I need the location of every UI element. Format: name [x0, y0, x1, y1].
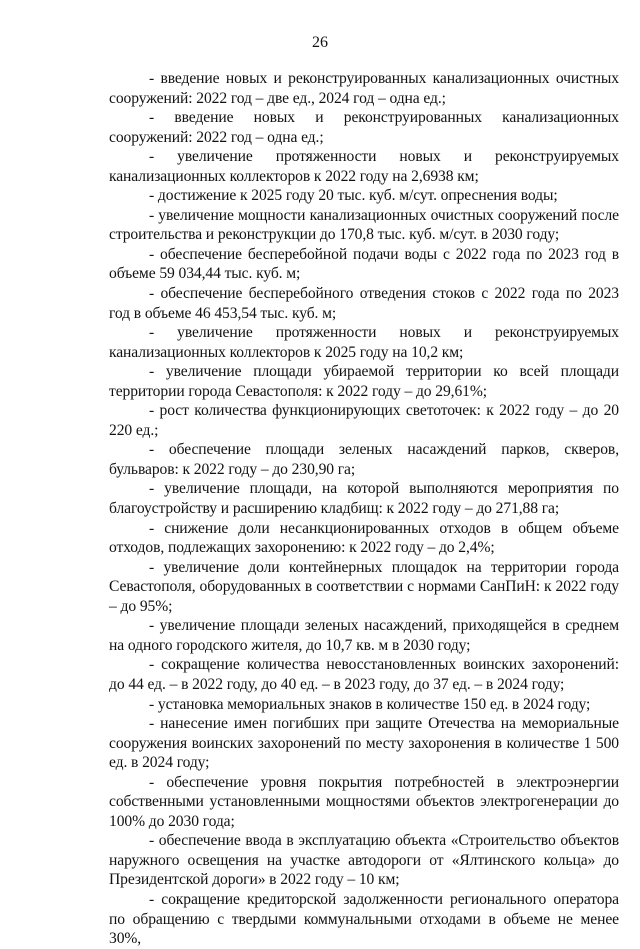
list-item: - обеспечение бесперебойного отведения стоков с 2022 года по 2023 год в объеме 46 453,54 тыс. куб. м; — [109, 285, 619, 322]
page-number: 26 — [312, 34, 328, 51]
list-item: - введение новых и реконструированных канализационных очистных сооружений: 2022 год – две ед., 2024 год – одна ед.; — [109, 70, 619, 107]
list-item: - увеличение площади, на которой выполняются мероприятия по благоустройству и расширению кладбищ: к 2022 году – до 271,88 га; — [109, 480, 619, 518]
list-item: - достижение к 2025 году 20 тыс. куб. м/сут. опреснения воды; — [149, 187, 558, 205]
list-item: - нанесение имен погибших при защите Отечества на мемориальные сооружения воинских захоронений по месту захоронения в количестве 1 500 ед. в 2024 году; — [109, 715, 619, 772]
list-item: - введение новых и реконструированных канализационных сооружений: 2022 год – одна ед.; — [109, 109, 619, 146]
list-item: - обеспечение бесперебойной подачи воды с 2022 года по 2023 год в объеме 59 034,44 тыс. куб. м; — [109, 245, 619, 283]
document-body — [109, 69, 619, 949]
list-item: - сокращение количества невосстановленных воинских захоронений: до 44 ед. – в 2022 году, до 40 ед. – в 2023 году, до 37 ед. – в 2024 году; — [109, 656, 619, 693]
list-item: - увеличение площади убираемой территории ко всей площади территории города Севастополя: к 2022 году – до 29,61%; — [109, 363, 619, 400]
list-item: - снижение доли несанкционированных отходов в общем объеме отходов, подлежащих захоронению: к 2022 году – до 2,4%; — [109, 519, 619, 557]
list-item: - увеличение доли контейнерных площадок на территории города Севастополя, оборудованных в соответствии с нормами СанПиН: к 2022 году – до 95%; — [109, 558, 619, 615]
list-item: - обеспечение площади зеленых насаждений парков, скверов, бульваров: к 2022 году – до 230,90 га; — [109, 441, 619, 478]
list-item: - установка мемориальных знаков в количестве 150 ед. в 2024 году; — [149, 695, 591, 713]
list-item: - увеличение мощности канализационных очистных сооружений после строительства и реконструкции до 170,8 тыс. куб. м/сут. в 2030 году; — [109, 206, 619, 244]
list-item: - увеличение протяженности новых и реконструируемых канализационных коллекторов к 2022 году на 2,6938 км; — [109, 148, 619, 185]
list-item: - увеличение площади зеленых насаждений, приходящейся в среднем на одного городского жителя, до 10,7 кв. м в 2030 году; — [109, 617, 619, 654]
list-item: - увеличение протяженности новых и реконструируемых канализационных коллекторов к 2025 году на 10,2 км; — [109, 324, 619, 361]
list-item: - сокращение кредиторской задолженности регионального оператора по обращению с твердыми коммунальными отходами в объеме не менее 30%, — [109, 890, 619, 948]
list-item: - рост количества функционирующих светоточек: к 2022 году – до 20 220 ед.; — [109, 402, 619, 439]
list-item: - обеспечение уровня покрытия потребностей в электроэнергии собственными установленными мощностями объектов электрогенерации до 100% до 2030 года; — [109, 773, 619, 830]
list-item: - обеспечение ввода в эксплуатацию объекта «Строительство объектов наружного освещения на участке автодороги от «Ялтинского кольца» до Президентской дороги» в 2022 году – 10 км; — [109, 832, 619, 889]
